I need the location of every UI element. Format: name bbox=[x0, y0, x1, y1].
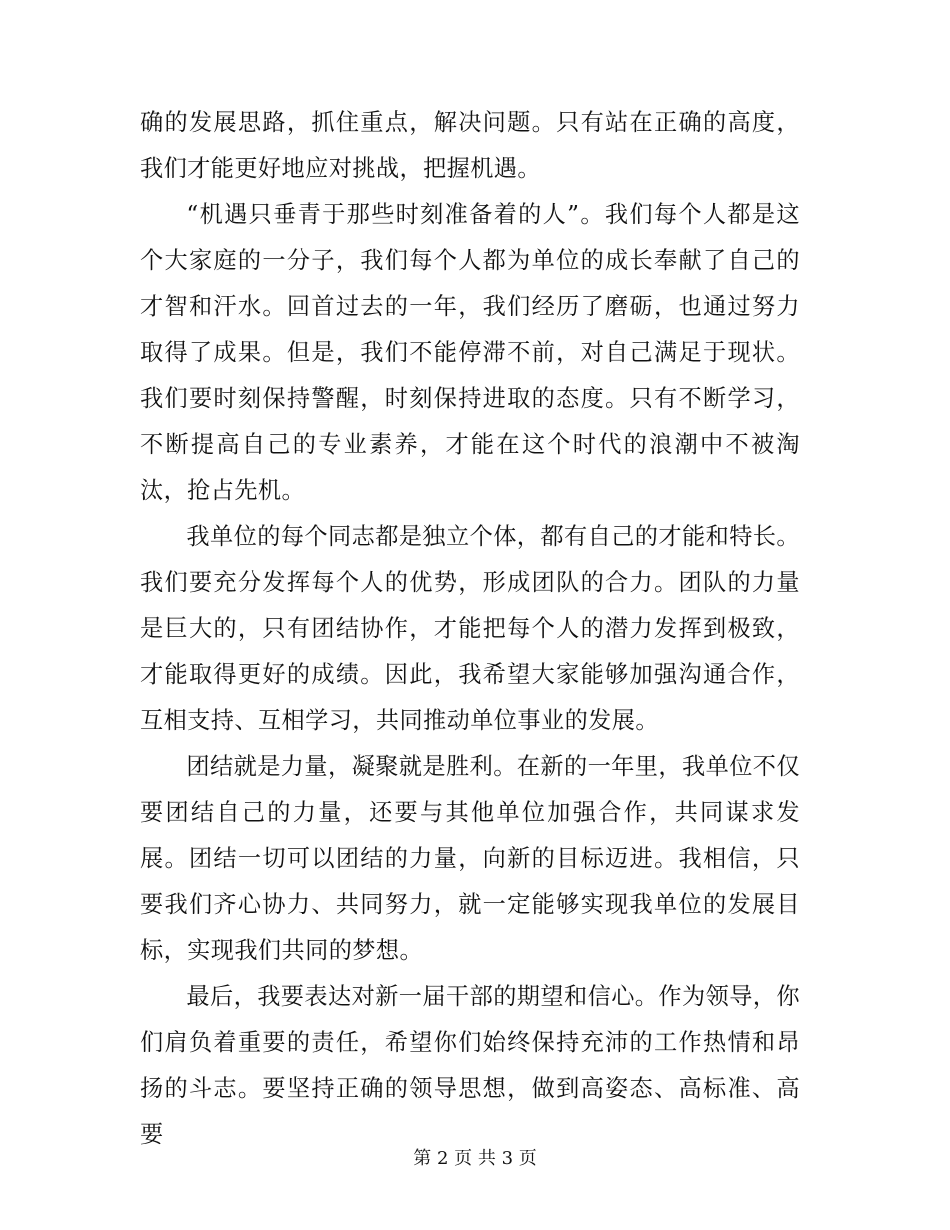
paragraph-unity: 团结就是力量，凝聚就是胜利。在新的一年里，我单位不仅要团结自己的力量，还要与其他单位加强合作，共同谋求发展。团结一切可以团结的力量，向新的目标迈进。我相信，只要我们齐心协力、共同努力，就一定能够实现我单位的发展目标，实现我们共同的梦想。 bbox=[140, 753, 800, 964]
paragraph-expectations: 最后，我要表达对新一届干部的期望和信心。作为领导，你们肩负着重要的责任，希望你们始终保持充沛的工作热情和昂扬的斗志。要坚持正确的领导思想，做到高姿态、高标准、高要 bbox=[140, 983, 800, 1148]
paragraph-continuation: 确的发展思路，抓住重点，解决问题。只有站在正确的高度，我们才能更好地应对挑战，把握机遇。 bbox=[140, 109, 800, 182]
page-number-footer: 第 2 页 共 3 页 bbox=[413, 1148, 537, 1169]
paragraph-teamwork: 我单位的每个同志都是独立个体，都有自己的才能和特长。我们要充分发挥每个人的优势，形成团队的合力。团队的力量是巨大的，只有团结协作，才能把每个人的潜力发挥到极致，才能取得更好的成绩。因此，我希望大家能够加强沟通合作，互相支持、互相学习，共同推动单位事业的发展。 bbox=[140, 523, 800, 734]
paragraph-opportunity: “机遇只垂青于那些时刻准备着的人”。我们每个人都是这个大家庭的一分子，我们每个人都为单位的成长奉献了自己的才智和汗水。回首过去的一年，我们经历了磨砺，也通过努力取得了成果。但是，我们不能停滞不前，对自己满足于现状。我们要时刻保持警醒，时刻保持进取的态度。只有不断学习，不断提高自己的专业素养，才能在这个时代的浪潮中不被淘汰，抢占先机。 bbox=[140, 201, 800, 504]
document-body bbox=[140, 100, 800, 1158]
